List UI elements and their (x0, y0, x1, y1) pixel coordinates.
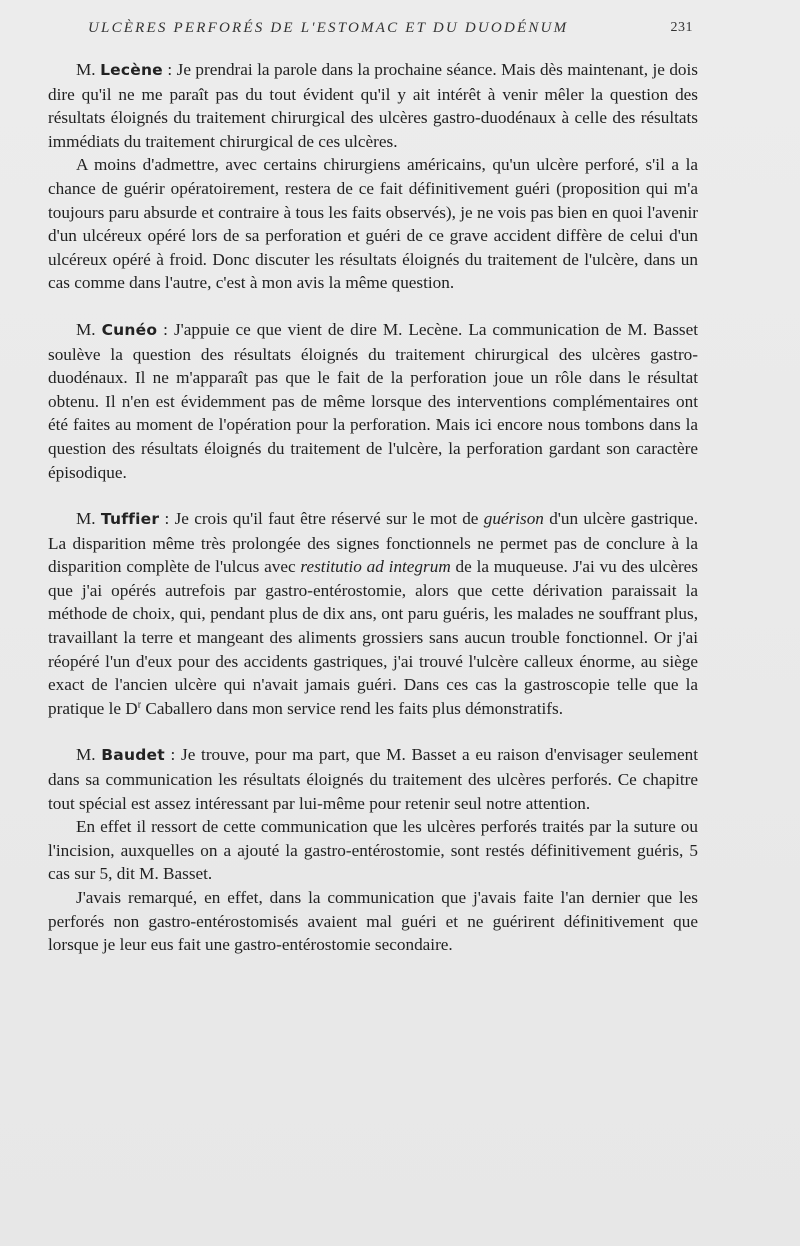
speaker-name-tuffier: Tuffier (100, 510, 160, 529)
paragraph-cuneo-remarks (48, 318, 698, 484)
paragraph-lecene-remarks (48, 58, 698, 153)
italic-term-guerison: guérison (483, 509, 544, 529)
paragraph-baudet-continuation-2 (48, 886, 698, 957)
paragraph-text: J'avais remarqué, en effet, dans la communication que j'avais faite l'an dernier que les perforés non gastro-entérostomisés avaient mal guéri et ne guérirent définitivement que lorsque je leur eus fait une gastro-entérostomie secondaire. (48, 888, 698, 955)
paragraph-text: de la muqueuse. J'ai vu des ulcères que j'ai opérés autrefois par gastro-entérostomie, alors que cette dérivation paraissait la méthode de choix, qui, pendant plus de dix ans, ont paru guéris, les malades ne souffrant plus, travaillant la terre et mangeant des aliments grossiers sans aucun trouble fonctionnel. Or j'ai réopéré l'un d'eux pour des accidents gastriques, j'ai trouvé l'ulcère calleux énorme, au siège exact de l'ancien ulcère qui n'avait jamais guéri. Dans ces cas la gastroscopie telle que la pratique le D (48, 557, 698, 718)
paragraph-text: : Je trouve, pour ma part, que M. Basset a eu raison d'envisager seulement dans sa communication les résultats éloignés du traitement des ulcères perforés. Ce chapitre tout spécial est assez intéressant par lui-même pour retenir seul notre attention. (48, 745, 698, 813)
paragraph-tuffier-remarks (48, 507, 698, 720)
paragraph-text: : Je prendrai la parole dans la prochaine séance. Mais dès maintenant, je dois dire qu'il ne me paraît pas du tout évident qu'il y ait intérêt à venir mêler la question des résultats éloignés du traitement chirurgical des ulcères gastro-duodénaux à celle des résultats immédiats du traitement chirurgical de ces ulcères. (48, 60, 698, 151)
paragraph-text: A moins d'admettre, avec certains chirurgiens américains, qu'un ulcère perforé, s'il a la chance de guérir opératoirement, restera de ce fait définitivement guéri (proposition qui m'a toujours paru absurde et contraire à tous les faits observés), je ne vois pas bien en quoi l'avenir d'un ulcéreux opéré lors de sa perforation et guéri de ce grave accident diffère de celui d'un ulcéreux opéré à froid. Donc discuter les résultats éloignés du traitement de l'ulcère, dans un cas comme dans l'autre, c'est à mon avis la même question. (48, 155, 698, 293)
paragraph-text: Caballero dans mon service rend les faits plus démonstratifs. (141, 698, 564, 718)
speaker-name-lecene: Lecène (100, 61, 163, 79)
page-number: 231 (670, 20, 693, 35)
speaker-prefix: M. (76, 60, 101, 79)
paragraph-baudet-remarks (48, 743, 698, 815)
paragraph-lecene-continuation (48, 153, 698, 295)
running-header (88, 18, 693, 40)
speaker-prefix: M. (76, 745, 102, 765)
superscript-r: r (137, 699, 142, 711)
italic-term-restitutio: restitutio ad integrum (300, 557, 451, 577)
speaker-prefix: M. (76, 509, 101, 529)
paragraph-baudet-continuation-1 (48, 815, 698, 886)
paragraph-text: : J'appuie ce que vient de dire M. Lecène. La communication de M. Basset soulève la question des résultats éloignés du traitement chirurgical des ulcères gastro-duodénaux. Il ne m'apparaît pas que le fait de la perforation joue un rôle dans le résultat obtenu. Il n'en est évidemment pas de même lorsque des interventions complémentaires ont été faites au moment de l'opération pour la perforation. Mais ici encore nous tombons dans la question des résultats éloignés du traitement de l'ulcère, la perforation gardant son caractère épisodique. (48, 319, 698, 482)
paragraph-text: d'un ulcère gastrique. La disparition même très prolongée des signes fonctionnels ne permet pas de conclure à la disparition complète de l'ulcus avec (48, 509, 698, 577)
paragraph-text: En effet il ressort de cette communication que les ulcères perforés traités par la suture ou l'incision, auxquelles on a ajouté la gastro-entérostomie, sont restés définitivement guéris, 5 cas sur 5, dit M. Basset. (48, 817, 698, 884)
speaker-name-cuneo: Cunéo (101, 320, 158, 339)
speaker-name-baudet: Baudet (101, 746, 165, 765)
speaker-prefix: M. (76, 319, 102, 339)
paragraph-text: : Je crois qu'il faut être réservé sur le mot de (159, 509, 484, 529)
running-title: ULCÈRES PERFORÉS DE L'ESTOMAC ET DU DUODÉNUM (88, 20, 569, 36)
body-text (48, 58, 698, 957)
